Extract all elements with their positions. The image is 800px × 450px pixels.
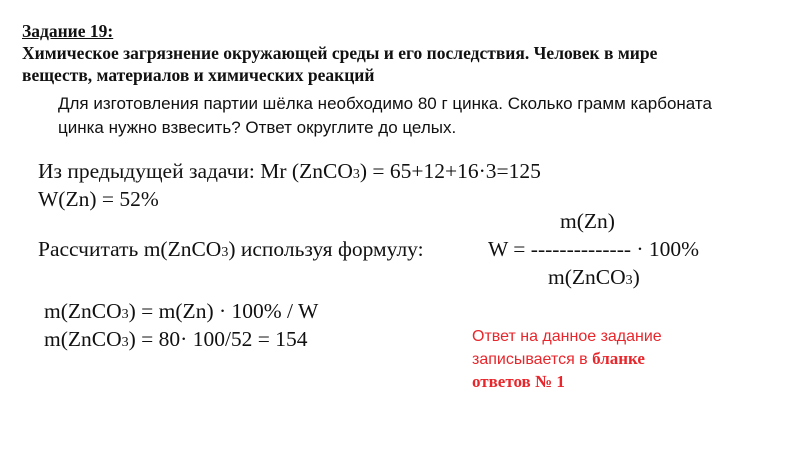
answer-note [472,326,732,394]
task-title-line1: Химическое загрязнение окружающей среды и его последствия. Человек в мире [22,43,658,63]
calculate-line: Рассчитать m(ZnCO3) используя формулу: [38,237,424,261]
problem-statement [58,92,788,140]
solution-step1: m(ZnCO3) = m(Zn) · 100% / W [44,299,319,323]
task-heading [22,20,782,86]
formula-main: W = -------------- · 100% [488,237,700,261]
zinc-mass-fraction: W(Zn) = 52% [38,187,159,211]
answer-note-line3 [472,371,732,394]
task-number: Задание 19: [22,21,114,41]
problem-line2: цинка нужно взвесить? Ответ округлите до целых. [58,118,457,137]
answer-note-bold1: бланке [592,349,645,368]
previous-task-line: Из предыдущей задачи: Mr (ZnCO3) = 65+12+16·3=125 [38,159,541,183]
formula-numerator: m(Zn) [560,209,615,233]
task-title-line2: веществ, материалов и химических реакций [22,65,375,85]
answer-note-line2: записывается в бланке [472,349,645,368]
problem-line1: Для изготовления партии шёлка необходимо 80 г цинка. Сколько грамм карбоната [58,94,712,113]
answer-note-bold2: ответов № 1 [472,372,565,391]
solution-step2: m(ZnCO3) = 80· 100/52 = 154 [44,327,308,351]
formula-denominator: m(ZnCO3) [548,265,640,289]
answer-note-line1: Ответ на данное задание [472,328,662,345]
